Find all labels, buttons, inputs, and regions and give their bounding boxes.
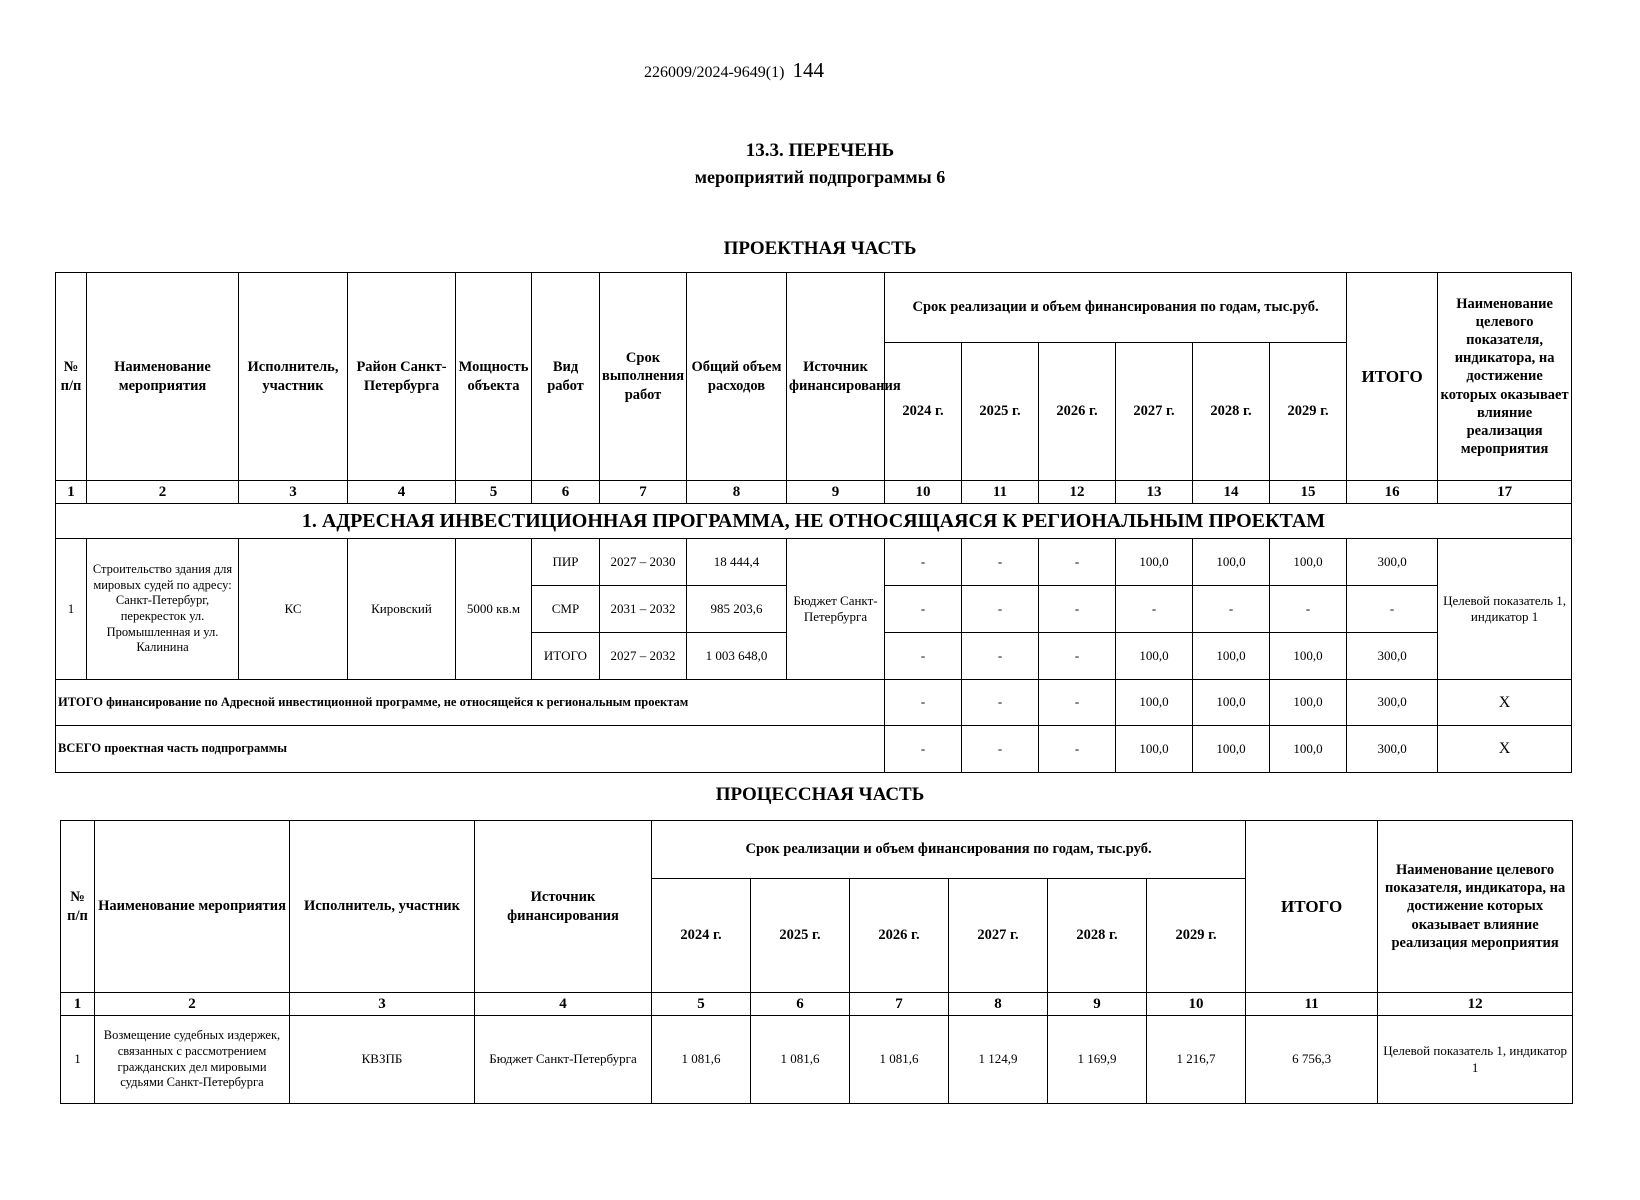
- process-part-title: ПРОЦЕССНАЯ ЧАСТЬ: [715, 784, 925, 805]
- year-value: 100,0: [1116, 680, 1193, 726]
- header-itogo: ИТОГО: [1246, 821, 1378, 993]
- row-indicator: Целевой показатель 1, индикатор 1: [1378, 1016, 1573, 1104]
- year-value: 1 169,9: [1048, 1016, 1147, 1104]
- header-num: № п/п: [56, 273, 87, 481]
- work-volume: 1 003 648,0: [687, 633, 787, 680]
- header-year: 2024 г.: [885, 343, 962, 481]
- item-source: Бюджет Санкт-Петербурга: [787, 539, 885, 680]
- header-year: 2028 г.: [1048, 879, 1147, 993]
- year-value: 100,0: [1270, 726, 1347, 773]
- header-num: № п/п: [61, 821, 95, 993]
- header-year: 2024 г.: [652, 879, 751, 993]
- year-value: -: [1039, 680, 1116, 726]
- index-cell: 8: [949, 993, 1048, 1016]
- year-value: 100,0: [1193, 726, 1270, 773]
- total-label: ИТОГО финансирование по Адресной инвестиционной программе, не относящейся к региональным проектам: [56, 680, 885, 726]
- row-name: Возмещение судебных издержек, связанных с рассмотрением гражданских дел мировыми судьями Санкт-Петербурга: [95, 1016, 290, 1104]
- index-cell: 3: [239, 481, 348, 504]
- year-value: 100,0: [1270, 539, 1347, 586]
- year-value: 100,0: [1270, 633, 1347, 680]
- year-value: 1 216,7: [1147, 1016, 1246, 1104]
- section-title: 1. АДРЕСНАЯ ИНВЕСТИЦИОННАЯ ПРОГРАММА, НЕ ОТНОСЯЩАЯСЯ К РЕГИОНАЛЬНЫМ ПРОЕКТАМ: [56, 504, 1572, 539]
- section-row: [56, 504, 1572, 539]
- header-total-volume: Общий объем расходов: [687, 273, 787, 481]
- index-cell: 10: [885, 481, 962, 504]
- index-cell: 11: [1246, 993, 1378, 1016]
- index-row: [56, 481, 1572, 504]
- year-value: -: [1193, 586, 1270, 633]
- year-value: 1 081,6: [751, 1016, 850, 1104]
- header-year: 2025 г.: [751, 879, 850, 993]
- table-row: [56, 539, 1572, 586]
- header-year: 2028 г.: [1193, 343, 1270, 481]
- work-type: ИТОГО: [532, 633, 600, 680]
- document-number: 226009/2024-9649(1): [644, 64, 785, 81]
- work-volume: 18 444,4: [687, 539, 787, 586]
- table-row: [61, 1016, 1573, 1104]
- year-value: 100,0: [1116, 633, 1193, 680]
- item-name: Строительство здания для мировых судей по адресу: Санкт-Петербург, перекресток ул. Промышленная и ул. Калинина: [87, 539, 239, 680]
- header-year: 2029 г.: [1147, 879, 1246, 993]
- header-year: 2025 г.: [962, 343, 1039, 481]
- total-row: [56, 680, 1572, 726]
- work-type: СМР: [532, 586, 600, 633]
- itogo-value: 300,0: [1347, 633, 1438, 680]
- header-name: Наименование мероприятия: [95, 821, 290, 993]
- year-value: -: [962, 539, 1039, 586]
- row-executor: КВЗПБ: [290, 1016, 475, 1104]
- header-indicator: Наименование целевого показателя, индикатора, на достижение которых оказывает влияние реализация мероприятия: [1438, 273, 1572, 481]
- header-indicator: Наименование целевого показателя, индикатора, на достижение которых оказывает влияние реализация мероприятия: [1378, 821, 1573, 993]
- index-cell: 7: [850, 993, 949, 1016]
- year-value: -: [962, 680, 1039, 726]
- index-cell: 11: [962, 481, 1039, 504]
- header-year: 2026 г.: [850, 879, 949, 993]
- index-cell: 1: [56, 481, 87, 504]
- itogo-value: 300,0: [1347, 539, 1438, 586]
- item-district: Кировский: [348, 539, 456, 680]
- process-table: [60, 820, 1573, 1104]
- index-cell: 6: [532, 481, 600, 504]
- year-value: 100,0: [1116, 539, 1193, 586]
- header-years-group: Срок реализации и объем финансирования по годам, тыс.руб.: [885, 273, 1347, 343]
- index-cell: 2: [87, 481, 239, 504]
- page-title: 13.3. ПЕРЕЧЕНЬ: [745, 140, 895, 161]
- index-cell: 3: [290, 993, 475, 1016]
- year-value: 1 081,6: [652, 1016, 751, 1104]
- work-type: ПИР: [532, 539, 600, 586]
- work-term: 2027 – 2030: [600, 539, 687, 586]
- year-value: 100,0: [1193, 633, 1270, 680]
- year-value: 1 081,6: [850, 1016, 949, 1104]
- index-cell: 1: [61, 993, 95, 1016]
- page-subtitle: мероприятий подпрограммы 6: [694, 167, 946, 187]
- header-term: Срок выполнения работ: [600, 273, 687, 481]
- index-cell: 10: [1147, 993, 1246, 1016]
- row-num: 1: [61, 1016, 95, 1104]
- work-term: 2031 – 2032: [600, 586, 687, 633]
- project-table: [55, 272, 1572, 773]
- item-executor: КС: [239, 539, 348, 680]
- year-value: 100,0: [1270, 680, 1347, 726]
- header-executor: Исполнитель, участник: [290, 821, 475, 993]
- index-cell: 5: [652, 993, 751, 1016]
- year-value: 100,0: [1116, 726, 1193, 773]
- document-id: [644, 58, 824, 83]
- year-value: -: [962, 586, 1039, 633]
- item-capacity: 5000 кв.м: [456, 539, 532, 680]
- year-value: 100,0: [1193, 539, 1270, 586]
- header-district: Район Санкт-Петербурга: [348, 273, 456, 481]
- index-cell: 12: [1039, 481, 1116, 504]
- header-itogo: ИТОГО: [1347, 273, 1438, 481]
- header-capacity: Мощность объекта: [456, 273, 532, 481]
- year-value: -: [1039, 539, 1116, 586]
- item-num: 1: [56, 539, 87, 680]
- year-value: -: [962, 633, 1039, 680]
- header-source: Источник финансирования: [475, 821, 652, 993]
- year-value: -: [885, 680, 962, 726]
- header-year: 2026 г.: [1039, 343, 1116, 481]
- year-value: -: [885, 539, 962, 586]
- header-executor: Исполнитель, участник: [239, 273, 348, 481]
- index-cell: 2: [95, 993, 290, 1016]
- year-value: 100,0: [1193, 680, 1270, 726]
- year-value: -: [1039, 726, 1116, 773]
- year-value: -: [885, 586, 962, 633]
- year-value: -: [885, 633, 962, 680]
- itogo-value: 6 756,3: [1246, 1016, 1378, 1104]
- itogo-value: 300,0: [1347, 726, 1438, 773]
- index-cell: 9: [787, 481, 885, 504]
- total-label: ВСЕГО проектная часть подпрограммы: [56, 726, 885, 773]
- page-number: 144: [792, 58, 824, 82]
- header-name: Наименование мероприятия: [87, 273, 239, 481]
- year-value: -: [962, 726, 1039, 773]
- header-work-type: Вид работ: [532, 273, 600, 481]
- total-indicator: Х: [1438, 680, 1572, 726]
- index-cell: 13: [1116, 481, 1193, 504]
- index-cell: 17: [1438, 481, 1572, 504]
- index-cell: 6: [751, 993, 850, 1016]
- index-cell: 14: [1193, 481, 1270, 504]
- work-term: 2027 – 2032: [600, 633, 687, 680]
- index-row: [61, 993, 1573, 1016]
- index-cell: 5: [456, 481, 532, 504]
- header-year: 2027 г.: [949, 879, 1048, 993]
- itogo-value: -: [1347, 586, 1438, 633]
- index-cell: 7: [600, 481, 687, 504]
- work-volume: 985 203,6: [687, 586, 787, 633]
- index-cell: 15: [1270, 481, 1347, 504]
- year-value: -: [1270, 586, 1347, 633]
- year-value: -: [1039, 633, 1116, 680]
- total-indicator: Х: [1438, 726, 1572, 773]
- item-indicator: Целевой показатель 1, индикатор 1: [1438, 539, 1572, 680]
- header-years-group: Срок реализации и объем финансирования по годам, тыс.руб.: [652, 821, 1246, 879]
- index-cell: 4: [475, 993, 652, 1016]
- year-value: -: [885, 726, 962, 773]
- year-value: -: [1039, 586, 1116, 633]
- itogo-value: 300,0: [1347, 680, 1438, 726]
- row-source: Бюджет Санкт-Петербурга: [475, 1016, 652, 1104]
- project-part-title: ПРОЕКТНАЯ ЧАСТЬ: [723, 238, 917, 259]
- index-cell: 8: [687, 481, 787, 504]
- header-year: 2029 г.: [1270, 343, 1347, 481]
- index-cell: 16: [1347, 481, 1438, 504]
- index-cell: 4: [348, 481, 456, 504]
- header-year: 2027 г.: [1116, 343, 1193, 481]
- year-value: 1 124,9: [949, 1016, 1048, 1104]
- index-cell: 12: [1378, 993, 1573, 1016]
- year-value: -: [1116, 586, 1193, 633]
- total-row: [56, 726, 1572, 773]
- header-source: Источник финансирования: [787, 273, 885, 481]
- index-cell: 9: [1048, 993, 1147, 1016]
